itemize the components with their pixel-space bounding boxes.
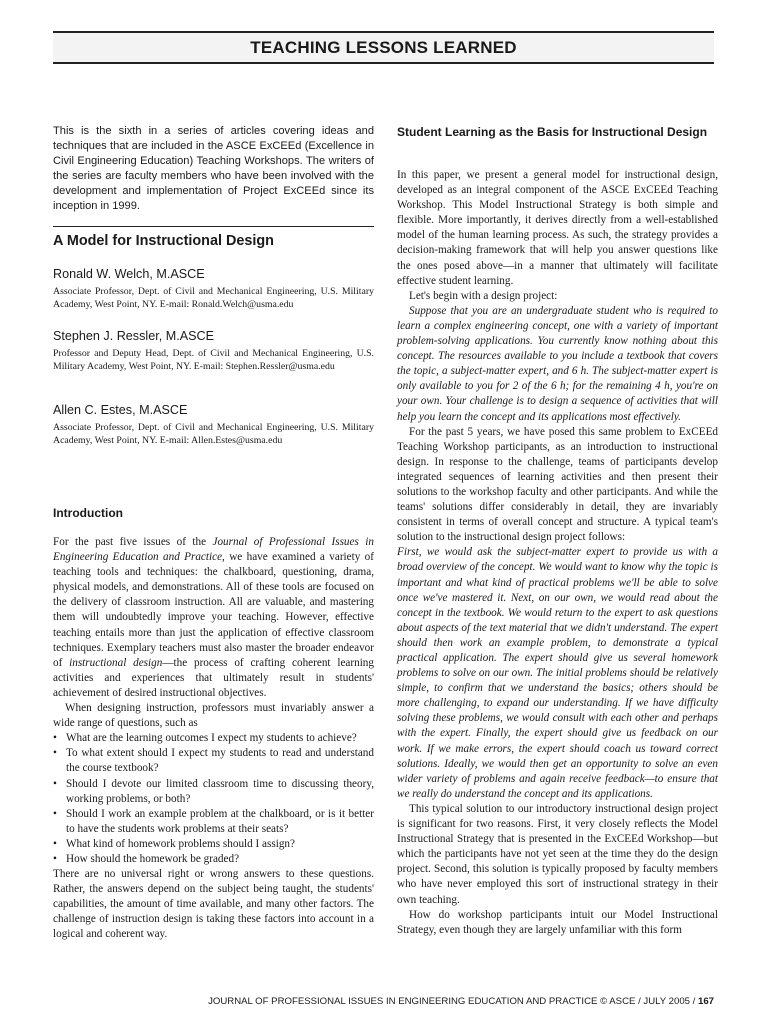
- student-learning-body: [397, 168, 718, 938]
- list-item: • How should the homework be graded?: [53, 852, 374, 867]
- author-affiliation: Associate Professor, Dept. of Civil and Mechanical Engineering, U.S. Military Academy, West Point, NY. E-mail: Ronald.Welch@usma.edu: [53, 286, 374, 311]
- intro-paragraph-3: There are no universal right or wrong answers to these questions. Rather, the answers depend on the subject being taught, the students' capabilities, the amount of time available, and many other factors. The challenge of instruction design is taking these factors into account in a logical and coherent way.: [53, 868, 374, 941]
- author-affiliation: Associate Professor, Dept. of Civil and Mechanical Engineering, U.S. Military Academy, West Point, NY. E-mail: Allen.Estes@usma.edu: [53, 422, 374, 447]
- author-name: Stephen J. Ressler, M.ASCE: [53, 329, 214, 343]
- design-project-scenario: Suppose that you are an undergraduate student who is required to learn a complex engineering concept, one with a variety of important problem-solving applications. You currently know nothing about this concept. The resources available to you include a textbook that covers the topic, a subject-matter expert, and 6 h. The subject-matter expert is only available to you for 2 of the 6 h; for the remaining 4 h, you're on your own. Your challenge is to design a sequence of activities that will help you learn the concept and its applications most effectively.: [397, 304, 718, 423]
- introduction-body: [53, 535, 374, 943]
- author-block-1: [53, 266, 374, 311]
- instructional-design-term: instructional design: [69, 656, 163, 669]
- body-paragraph: How do workshop participants intuit our Model Instructional Strategy, even though they are largely unfamiliar with this form: [397, 908, 718, 936]
- journal-name: Journal of Professional Issues in Engineering Education and Practice: [53, 536, 374, 564]
- body-paragraph: This typical solution to our introductory instructional design project is significant for two reasons. First, it very closely reflects the Model Instructional Strategy that is presented in the ExCEEd Workshop—but which the participants have not yet seen at the time they do the design project. Second, this solution is typically proposed by faculty members who have never employed this sort of instructional strategy in their own teaching.: [397, 802, 718, 906]
- intro-paragraph-2: When designing instruction, professors must invariably answer a wide range of questions, such as: [53, 702, 374, 730]
- intro-paragraph-1: For the past five issues of the Journal of Professional Issues in Engineering Education and Practice, we have examined a variety of teaching tools and techniques: the chalkboard, questioning, drama, physical models, and demonstrations. All of these tools are focused on the delivery of classroom instruction. All are valuable, and mastering them will undoubtedly improve your teaching. However, effective teaching entails more than just the application of effective classroom techniques. Exemplary teachers must also master the broader endeavor of instructional design—the process of crafting coherent learning activities and experiences that ultimately result in students' achievement of desired instructional objectives.: [53, 536, 374, 699]
- student-learning-heading: Student Learning as the Basis for Instructional Design: [397, 125, 708, 139]
- title-rule: [53, 226, 374, 227]
- page-number: 167: [697, 996, 714, 1007]
- list-item: • What kind of homework problems should I assign?: [53, 837, 374, 852]
- body-paragraph: For the past 5 years, we have posed this same problem to ExCEEd Teaching Workshop participants, as an introduction to instructional design. In response to the challenge, teams of participants develop integrated sequences of learning activities and then present their solutions to the workshop faculty and other participants. And while the teams' solutions differ considerably in detail, they are invariably consistent in terms of overall concept and structure. A typical team's solution to the instructional design project follows:: [397, 425, 718, 544]
- list-item: • Should I work an example problem at the chalkboard, or is it better to have the students work problems at their seats?: [53, 807, 374, 837]
- author-block-2: [53, 328, 374, 373]
- author-affiliation: Professor and Deputy Head, Dept. of Civil and Mechanical Engineering, U.S. Military Academy, West Point, NY. E-mail: Stephen.Ressler@usma.edu: [53, 348, 374, 373]
- list-item: • To what extent should I expect my students to read and understand the course textbook?: [53, 746, 374, 776]
- article-title: A Model for Instructional Design: [53, 233, 274, 249]
- body-paragraph: Let's begin with a design project:: [409, 289, 558, 302]
- introduction-heading: Introduction: [53, 506, 123, 520]
- typical-team-solution: First, we would ask the subject-matter expert to provide us with a broad overview of the concept. We would want to know why the topic is important and what kind of practical problems we'll be able to solve once we've mastered it. Next, on our own, we would read about the concept in the textbook. We would return to the expert to ask questions about aspects of the text material that we didn't understand. The expert should then work an example problem, to demonstrate a typical practical application. The expert should give us several homework problems to solve on our own. The initial problems should be relatively simple, to confirm that we understand the basics; others should be more challenging, to expand our understanding. If we have difficulty solving these problems, we would consult with each other and perhaps with the expert. Finally, the expert should give us feedback on our work. If we make errors, the expert should coach us toward correct solutions. Ideally, we would then get an opportunity to solve an even wider variety of problems and again receive feedback—to ensure that we really do understand the concept and its applications.: [397, 546, 718, 800]
- author-name: Allen C. Estes, M.ASCE: [53, 403, 188, 417]
- question-list: [53, 731, 374, 867]
- body-paragraph: In this paper, we present a general model for instructional design, developed as an integral component of the ASCE ExCEEd Teaching Workshop. This Model Instructional Strategy is both simple and flexible. More importantly, it derives directly from a well-established model of the human learning process. As such, the strategy provides a decision-making framework that will help you answer questions like the ones posed above—in a manner that ultimately will facilitate effective student learning.: [397, 169, 718, 287]
- list-item: • Should I devote our limited classroom time to discussing theory, working problems, or both?: [53, 777, 374, 807]
- list-item: • What are the learning outcomes I expect my students to achieve?: [53, 731, 374, 746]
- author-name: Ronald W. Welch, M.ASCE: [53, 267, 205, 281]
- page-footer: [53, 996, 714, 1008]
- section-banner: TEACHING LESSONS LEARNED: [53, 33, 714, 62]
- author-block-3: [53, 402, 374, 447]
- header-bottom-rule: [53, 62, 714, 64]
- journal-footer-text: JOURNAL OF PROFESSIONAL ISSUES IN ENGINEERING EDUCATION AND PRACTICE © ASCE / JULY 2005 /: [208, 996, 698, 1007]
- series-lead: This is the sixth in a series of articles covering ideas and techniques that are included in the ASCE ExCEEd (Excellence in Civil Engineering Education) Teaching Workshops. The writers of the series are faculty members who have been involved with the development and implementation of Project ExCEEd since its inception in 1999.: [53, 125, 374, 213]
